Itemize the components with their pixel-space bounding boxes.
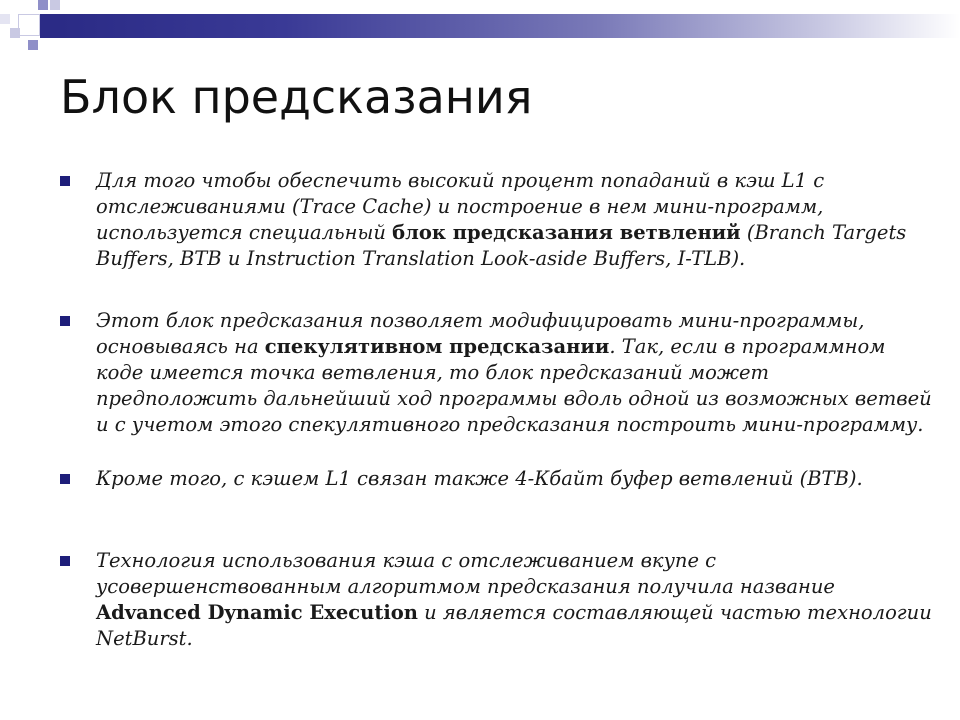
bullet-text: Кроме того, с кэшем L1 связан также 4-Кбайт буфер ветвлений (BTB).	[96, 467, 863, 490]
header-gradient-bar	[60, 14, 960, 38]
bullet-text: Этот блок предсказания позволяет модифицировать мини-программы, основываясь на спекулятивном предсказании. Так, если в программном коде имеется точка ветвления, то блок предсказаний может предположить дальнейший ход программы вдоль одной из возможных ветвей и с учетом этого спекулятивного предсказания построить мини-программу.	[96, 309, 932, 436]
bullet-text: Технология использования кэша с отслеживанием вкупе с усовершенствованным алгоритмом предсказания получила название Advanced Dynamic Execution и является составляющей частью технологии NetBurst.	[96, 549, 932, 650]
square-bullet-icon	[60, 176, 70, 186]
bullet-text: Для того чтобы обеспечить высокий процент попаданий в кэш L1 с отслеживаниями (Trace Cache) и построение в нем мини-программ, используется специальный блок предсказания ветвлений (Branch Targets Buffers, BTB и Instruction Translation Look-aside Buffers, I-TLB).	[96, 169, 907, 270]
slide-title: Блок предсказания	[60, 70, 533, 124]
square-bullet-icon	[60, 316, 70, 326]
square-bullet-icon	[60, 474, 70, 484]
square-bullet-icon	[60, 556, 70, 566]
